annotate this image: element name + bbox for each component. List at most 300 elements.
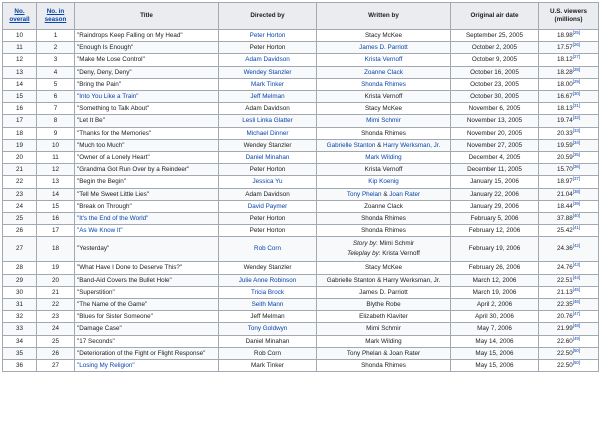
season-number: 22	[51, 301, 59, 309]
cell-viewers	[539, 176, 599, 188]
cell-airdate	[451, 54, 539, 66]
air-date: February 19, 2006	[468, 245, 521, 253]
season-number: 8	[53, 117, 58, 125]
cell-writers	[317, 176, 451, 188]
viewers-value: 18.97	[556, 178, 573, 186]
writer-name: Stacy McKee	[364, 264, 403, 272]
table-row	[3, 176, 599, 188]
episode-title[interactable]: "It's the End of the World"	[77, 215, 149, 223]
viewers-value: 18.44	[556, 202, 573, 210]
air-date: February 12, 2006	[468, 227, 521, 235]
air-date: January 22, 2006	[470, 190, 519, 198]
writer-name: &	[375, 141, 384, 149]
cell-viewers	[539, 188, 599, 200]
citation-ref[interactable]: [35]	[572, 151, 581, 157]
cell-director	[219, 30, 317, 42]
cell-season	[37, 152, 75, 164]
episode-title: "Damage Case"	[77, 325, 122, 333]
overall-number: 25	[15, 215, 23, 223]
citation-ref[interactable]: [48]	[572, 323, 581, 329]
cell-viewers	[539, 30, 599, 42]
overall-number: 30	[15, 288, 23, 296]
season-number: 17	[51, 227, 59, 235]
table-row	[3, 152, 599, 164]
citation-ref[interactable]: [47]	[572, 311, 581, 317]
viewers-value: 18.98	[556, 32, 573, 39]
cell-season	[37, 103, 75, 115]
cell-writers	[317, 91, 451, 103]
director-name[interactable]: Mark Tinker	[251, 80, 284, 88]
teleplay-credit: Teleplay by: Krista Vernoff	[347, 250, 420, 258]
citation-ref[interactable]: [27]	[572, 54, 581, 60]
director-name: Adam Davidson	[245, 190, 290, 198]
header-row	[3, 3, 599, 30]
cell-airdate	[451, 176, 539, 188]
writer-name: Mimi Schmir	[366, 325, 401, 333]
director-name[interactable]: Jeff Melman	[250, 93, 285, 101]
viewers-value: 24.36	[556, 245, 573, 253]
viewers-value: 19.74	[556, 117, 573, 125]
cell-title	[75, 78, 219, 90]
episode-title[interactable]: "As We Know It"	[77, 227, 123, 235]
cell-viewers	[539, 347, 599, 359]
cell-director	[219, 200, 317, 212]
table-row	[3, 213, 599, 225]
writer-name: Shonda Rhimes	[361, 362, 406, 370]
cell-airdate	[451, 213, 539, 225]
table-row	[3, 274, 599, 286]
cell-title	[75, 286, 219, 298]
citation-ref[interactable]: [28]	[572, 66, 581, 72]
episode-title: "Raindrops Keep Falling on My Head"	[77, 32, 183, 39]
cell-writers	[317, 311, 451, 323]
episode-title[interactable]: "Losing My Religion"	[77, 362, 135, 370]
cell-writers	[317, 237, 451, 262]
director-name[interactable]: Tricia Brock	[250, 288, 284, 296]
header-link-season[interactable]: No. in season	[44, 8, 67, 23]
cell-writers	[317, 323, 451, 335]
overall-number: 20	[15, 154, 23, 162]
viewers-value: 18.00	[556, 80, 573, 88]
cell-writers	[317, 78, 451, 90]
cell-title	[75, 225, 219, 237]
air-date: December 4, 2005	[468, 154, 521, 162]
overall-number: 23	[15, 190, 23, 198]
season-number: 9	[53, 129, 58, 137]
cell-director	[219, 286, 317, 298]
citation-ref[interactable]: [39]	[572, 200, 581, 206]
col-header-overall[interactable]	[3, 3, 37, 30]
director-name[interactable]: Rob Corn	[254, 245, 281, 253]
cell-director	[219, 42, 317, 54]
director-name[interactable]: Seith Mann	[251, 301, 284, 309]
air-date: November 20, 2005	[466, 129, 523, 137]
cell-viewers	[539, 78, 599, 90]
season-number: 23	[51, 313, 59, 321]
cell-overall	[3, 311, 37, 323]
writer-name: Krista Vernoff	[364, 166, 403, 174]
overall-number: 31	[15, 301, 23, 309]
episode-title: "Something to Talk About"	[77, 105, 150, 113]
season-number: 4	[53, 68, 58, 76]
cell-season	[37, 360, 75, 372]
citation-ref[interactable]: [41]	[572, 225, 581, 231]
teleplay-label: Teleplay by	[347, 250, 379, 258]
cell-airdate	[451, 360, 539, 372]
viewers-value: 20.76	[556, 313, 573, 321]
air-date: October 16, 2005	[470, 68, 519, 76]
episode-title: "Enough Is Enough"	[77, 44, 134, 52]
cell-viewers	[539, 360, 599, 372]
season-number: 19	[51, 264, 59, 272]
viewers-value: 22.50	[556, 362, 573, 370]
citation-ref[interactable]: [32]	[572, 115, 581, 121]
table-row	[3, 188, 599, 200]
director-name[interactable]: Wendey Stanzler	[243, 68, 292, 76]
cell-director	[219, 115, 317, 127]
overall-number: 17	[15, 117, 23, 125]
writer-link[interactable]: Joan Rater	[389, 190, 421, 198]
cell-overall	[3, 78, 37, 90]
writer-link[interactable]: Krista Vernoff	[364, 56, 403, 64]
episode-title: "Band-Aid Covers the Bullet Hole"	[77, 276, 172, 284]
col-header-season[interactable]	[37, 3, 75, 30]
citation-ref[interactable]: [38]	[572, 188, 581, 194]
cell-season	[37, 237, 75, 262]
writer-link[interactable]: Harry Werksman, Jr.	[383, 141, 441, 149]
cell-overall	[3, 347, 37, 359]
director-name[interactable]: Peter Horton	[249, 32, 286, 39]
episode-title[interactable]: "Into You Like a Train"	[77, 93, 139, 101]
teleplay-writer: Krista Vernoff	[382, 250, 420, 258]
cell-season	[37, 262, 75, 274]
cell-overall	[3, 139, 37, 151]
citation-ref[interactable]: [26]	[572, 42, 581, 48]
director-name[interactable]: Adam Davidson	[245, 56, 290, 64]
season-number: 12	[51, 166, 59, 174]
citation-ref[interactable]: [45]	[572, 286, 581, 292]
story-label: Story by	[352, 240, 376, 248]
air-date: January 29, 2006	[470, 202, 519, 210]
overall-number: 32	[15, 313, 23, 321]
cell-viewers	[539, 335, 599, 347]
cell-writers	[317, 225, 451, 237]
cell-season	[37, 188, 75, 200]
overall-number: 10	[15, 32, 23, 39]
writer-link[interactable]: Gabrielle Stanton	[326, 141, 376, 149]
viewers-value: 16.67	[556, 93, 573, 101]
citation-ref[interactable]: [33]	[572, 127, 581, 133]
table-row	[3, 115, 599, 127]
writer-name: Stacy McKee	[364, 105, 403, 113]
writer-name: Elizabeth Klaviter	[359, 313, 408, 321]
citation-ref[interactable]: [36]	[572, 164, 581, 170]
episode-title: "Yesterday"	[77, 245, 110, 253]
cell-airdate	[451, 103, 539, 115]
director-name[interactable]: Daniel Minahan	[245, 154, 290, 162]
writer-link[interactable]: Kip Koenig	[368, 178, 399, 186]
director-name: Peter Horton	[249, 166, 286, 174]
cell-director	[219, 139, 317, 151]
writer-name: Gabrielle Stanton & Harry Werksman, Jr.	[326, 276, 441, 284]
writer-link[interactable]: Mark Wilding	[365, 154, 402, 162]
episode-title: "Owner of a Lonely Heart"	[77, 154, 150, 162]
citation-ref[interactable]: [46]	[572, 298, 581, 304]
cell-writers	[317, 42, 451, 54]
story-writer: Mimi Schmir	[379, 240, 415, 248]
table-row	[3, 200, 599, 212]
director-name[interactable]: Tony Goldwyn	[247, 325, 288, 333]
cell-viewers	[539, 262, 599, 274]
table-row	[3, 335, 599, 347]
season-number: 7	[53, 105, 58, 113]
viewers-value: 21.99	[556, 325, 573, 333]
cell-viewers	[539, 225, 599, 237]
cell-airdate	[451, 299, 539, 311]
cell-viewers	[539, 237, 599, 262]
season-number: 15	[51, 202, 59, 210]
director-name: Peter Horton	[249, 227, 286, 235]
overall-number: 35	[15, 349, 23, 357]
cell-viewers	[539, 127, 599, 139]
director-name: Mark Tinker	[251, 362, 284, 370]
season-number: 5	[53, 80, 58, 88]
cell-title	[75, 103, 219, 115]
citation-ref[interactable]: [50]	[572, 347, 581, 353]
cell-overall	[3, 176, 37, 188]
cell-airdate	[451, 152, 539, 164]
cell-season	[37, 66, 75, 78]
writer-name: Mark Wilding	[365, 337, 402, 345]
cell-writers	[317, 127, 451, 139]
viewers-value: 17.57	[556, 44, 573, 52]
director-name[interactable]: Jessica Yu	[252, 178, 283, 186]
cell-title	[75, 139, 219, 151]
overall-number: 36	[15, 362, 23, 370]
overall-number: 27	[15, 245, 23, 253]
cell-season	[37, 299, 75, 311]
director-name[interactable]: Julie Anne Robinson	[238, 276, 297, 284]
air-date: April 2, 2006	[476, 301, 513, 309]
cell-overall	[3, 200, 37, 212]
writer-link[interactable]: Mimi Schmir	[366, 117, 401, 125]
cell-title	[75, 299, 219, 311]
air-date: May 7, 2006	[477, 325, 512, 333]
cell-title	[75, 360, 219, 372]
cell-airdate	[451, 225, 539, 237]
air-date: May 15, 2006	[475, 349, 514, 357]
air-date: November 27, 2005	[466, 141, 523, 149]
cell-title	[75, 274, 219, 286]
table-row	[3, 127, 599, 139]
table-row	[3, 30, 599, 42]
cell-overall	[3, 188, 37, 200]
viewers-value: 37.88	[556, 215, 573, 223]
cell-title	[75, 200, 219, 212]
cell-airdate	[451, 274, 539, 286]
cell-airdate	[451, 311, 539, 323]
writer-link[interactable]: Shonda Rhimes	[361, 80, 406, 88]
overall-number: 33	[15, 325, 23, 333]
cell-season	[37, 30, 75, 42]
viewers-value: 19.59	[556, 141, 573, 149]
citation-ref[interactable]: [44]	[572, 274, 581, 280]
citation-ref[interactable]: [43]	[572, 262, 581, 268]
cell-overall	[3, 54, 37, 66]
citation-ref[interactable]: [50]	[572, 359, 581, 365]
writer-name: Krista Vernoff	[364, 93, 403, 101]
cell-title	[75, 164, 219, 176]
cell-title	[75, 237, 219, 262]
writer-name: Shonda Rhimes	[361, 215, 406, 223]
table-body	[3, 30, 599, 372]
col-header-written: Written by	[317, 3, 451, 30]
air-date: October 23, 2005	[470, 80, 519, 88]
cell-writers	[317, 360, 451, 372]
viewers-value: 24.76	[556, 264, 573, 272]
header-link-overall[interactable]: No. overall	[9, 8, 30, 23]
director-name: Peter Horton	[249, 44, 286, 52]
table-row	[3, 66, 599, 78]
table-row	[3, 286, 599, 298]
citation-ref[interactable]: [25]	[572, 29, 581, 35]
cell-writers	[317, 213, 451, 225]
cell-overall	[3, 164, 37, 176]
writer-link[interactable]: Zoanne Clack	[364, 68, 403, 76]
citation-ref[interactable]: [37]	[572, 176, 581, 182]
citation-ref[interactable]: [30]	[572, 90, 581, 96]
cell-director	[219, 103, 317, 115]
air-date: May 14, 2006	[475, 337, 514, 345]
season-number: 27	[51, 362, 59, 370]
season-number: 2	[53, 44, 58, 52]
cell-overall	[3, 299, 37, 311]
cell-director	[219, 188, 317, 200]
season-number: 1	[53, 32, 58, 39]
cell-director	[219, 54, 317, 66]
table-row	[3, 91, 599, 103]
cell-director	[219, 164, 317, 176]
cell-airdate	[451, 127, 539, 139]
cell-director	[219, 152, 317, 164]
cell-director	[219, 311, 317, 323]
cell-director	[219, 347, 317, 359]
cell-airdate	[451, 164, 539, 176]
story-credit: Story by: Mimi Schmir	[352, 240, 415, 248]
viewers-value: 22.51	[556, 276, 573, 284]
cell-season	[37, 347, 75, 359]
overall-number: 19	[15, 141, 23, 149]
cell-viewers	[539, 139, 599, 151]
cell-viewers	[539, 164, 599, 176]
cell-writers	[317, 66, 451, 78]
cell-airdate	[451, 347, 539, 359]
col-header-directed: Directed by	[219, 3, 317, 30]
overall-number: 11	[16, 44, 23, 52]
cell-director	[219, 91, 317, 103]
cell-director	[219, 213, 317, 225]
cell-viewers	[539, 274, 599, 286]
episode-title: "17 Seconds"	[77, 337, 115, 345]
cell-writers	[317, 188, 451, 200]
overall-number: 26	[15, 227, 23, 235]
cell-airdate	[451, 139, 539, 151]
air-date: October 9, 2005	[471, 56, 518, 64]
air-date: October 2, 2005	[471, 44, 518, 52]
citation-ref[interactable]: [42]	[572, 243, 581, 249]
season-number: 25	[51, 337, 59, 345]
cell-overall	[3, 115, 37, 127]
cell-director	[219, 299, 317, 311]
director-name[interactable]: Michael Dinner	[246, 129, 289, 137]
overall-number: 12	[15, 56, 23, 64]
cell-season	[37, 127, 75, 139]
season-number: 20	[51, 276, 59, 284]
table-row	[3, 262, 599, 274]
table-row	[3, 42, 599, 54]
table-row	[3, 347, 599, 359]
table-row	[3, 225, 599, 237]
overall-number: 13	[15, 68, 23, 76]
cell-overall	[3, 323, 37, 335]
cell-title	[75, 335, 219, 347]
cell-airdate	[451, 262, 539, 274]
cell-director	[219, 225, 317, 237]
director-name[interactable]: David Paymer	[247, 202, 288, 210]
cell-writers	[317, 139, 451, 151]
director-name: Jeff Melman	[250, 313, 285, 321]
season-number: 3	[53, 56, 58, 64]
cell-director	[219, 127, 317, 139]
viewers-value: 21.13	[556, 288, 573, 296]
cell-overall	[3, 274, 37, 286]
writer-name: James D. Parriott	[359, 288, 408, 296]
episodes-table	[2, 2, 599, 372]
cell-season	[37, 225, 75, 237]
cell-director	[219, 323, 317, 335]
cell-title	[75, 152, 219, 164]
viewers-value: 20.33	[556, 129, 573, 137]
cell-director	[219, 274, 317, 286]
writer-name: Shonda Rhimes	[361, 227, 406, 235]
writer-link[interactable]: Tony Phelan	[346, 190, 382, 198]
cell-overall	[3, 152, 37, 164]
cell-title	[75, 30, 219, 42]
citation-ref[interactable]: [31]	[572, 103, 581, 109]
director-name[interactable]: Lesli Linka Glatter	[242, 117, 293, 125]
cell-title	[75, 42, 219, 54]
cell-overall	[3, 225, 37, 237]
citation-ref[interactable]: [49]	[572, 335, 581, 341]
citation-ref[interactable]: [34]	[572, 139, 581, 145]
cell-season	[37, 176, 75, 188]
cell-viewers	[539, 286, 599, 298]
table-row	[3, 299, 599, 311]
citation-ref[interactable]: [40]	[572, 212, 581, 218]
episode-title: "Tell Me Sweet Little Lies"	[77, 190, 150, 198]
cell-airdate	[451, 42, 539, 54]
season-number: 26	[51, 349, 59, 357]
citation-ref[interactable]: [29]	[572, 78, 581, 84]
director-name: Peter Horton	[249, 215, 286, 223]
cell-season	[37, 164, 75, 176]
episode-title: "Superstition"	[77, 288, 115, 296]
writer-link[interactable]: James D. Parriott	[359, 44, 408, 52]
air-date: April 30, 2006	[475, 313, 514, 321]
air-date: November 6, 2005	[468, 105, 521, 113]
cell-writers	[317, 262, 451, 274]
cell-airdate	[451, 335, 539, 347]
